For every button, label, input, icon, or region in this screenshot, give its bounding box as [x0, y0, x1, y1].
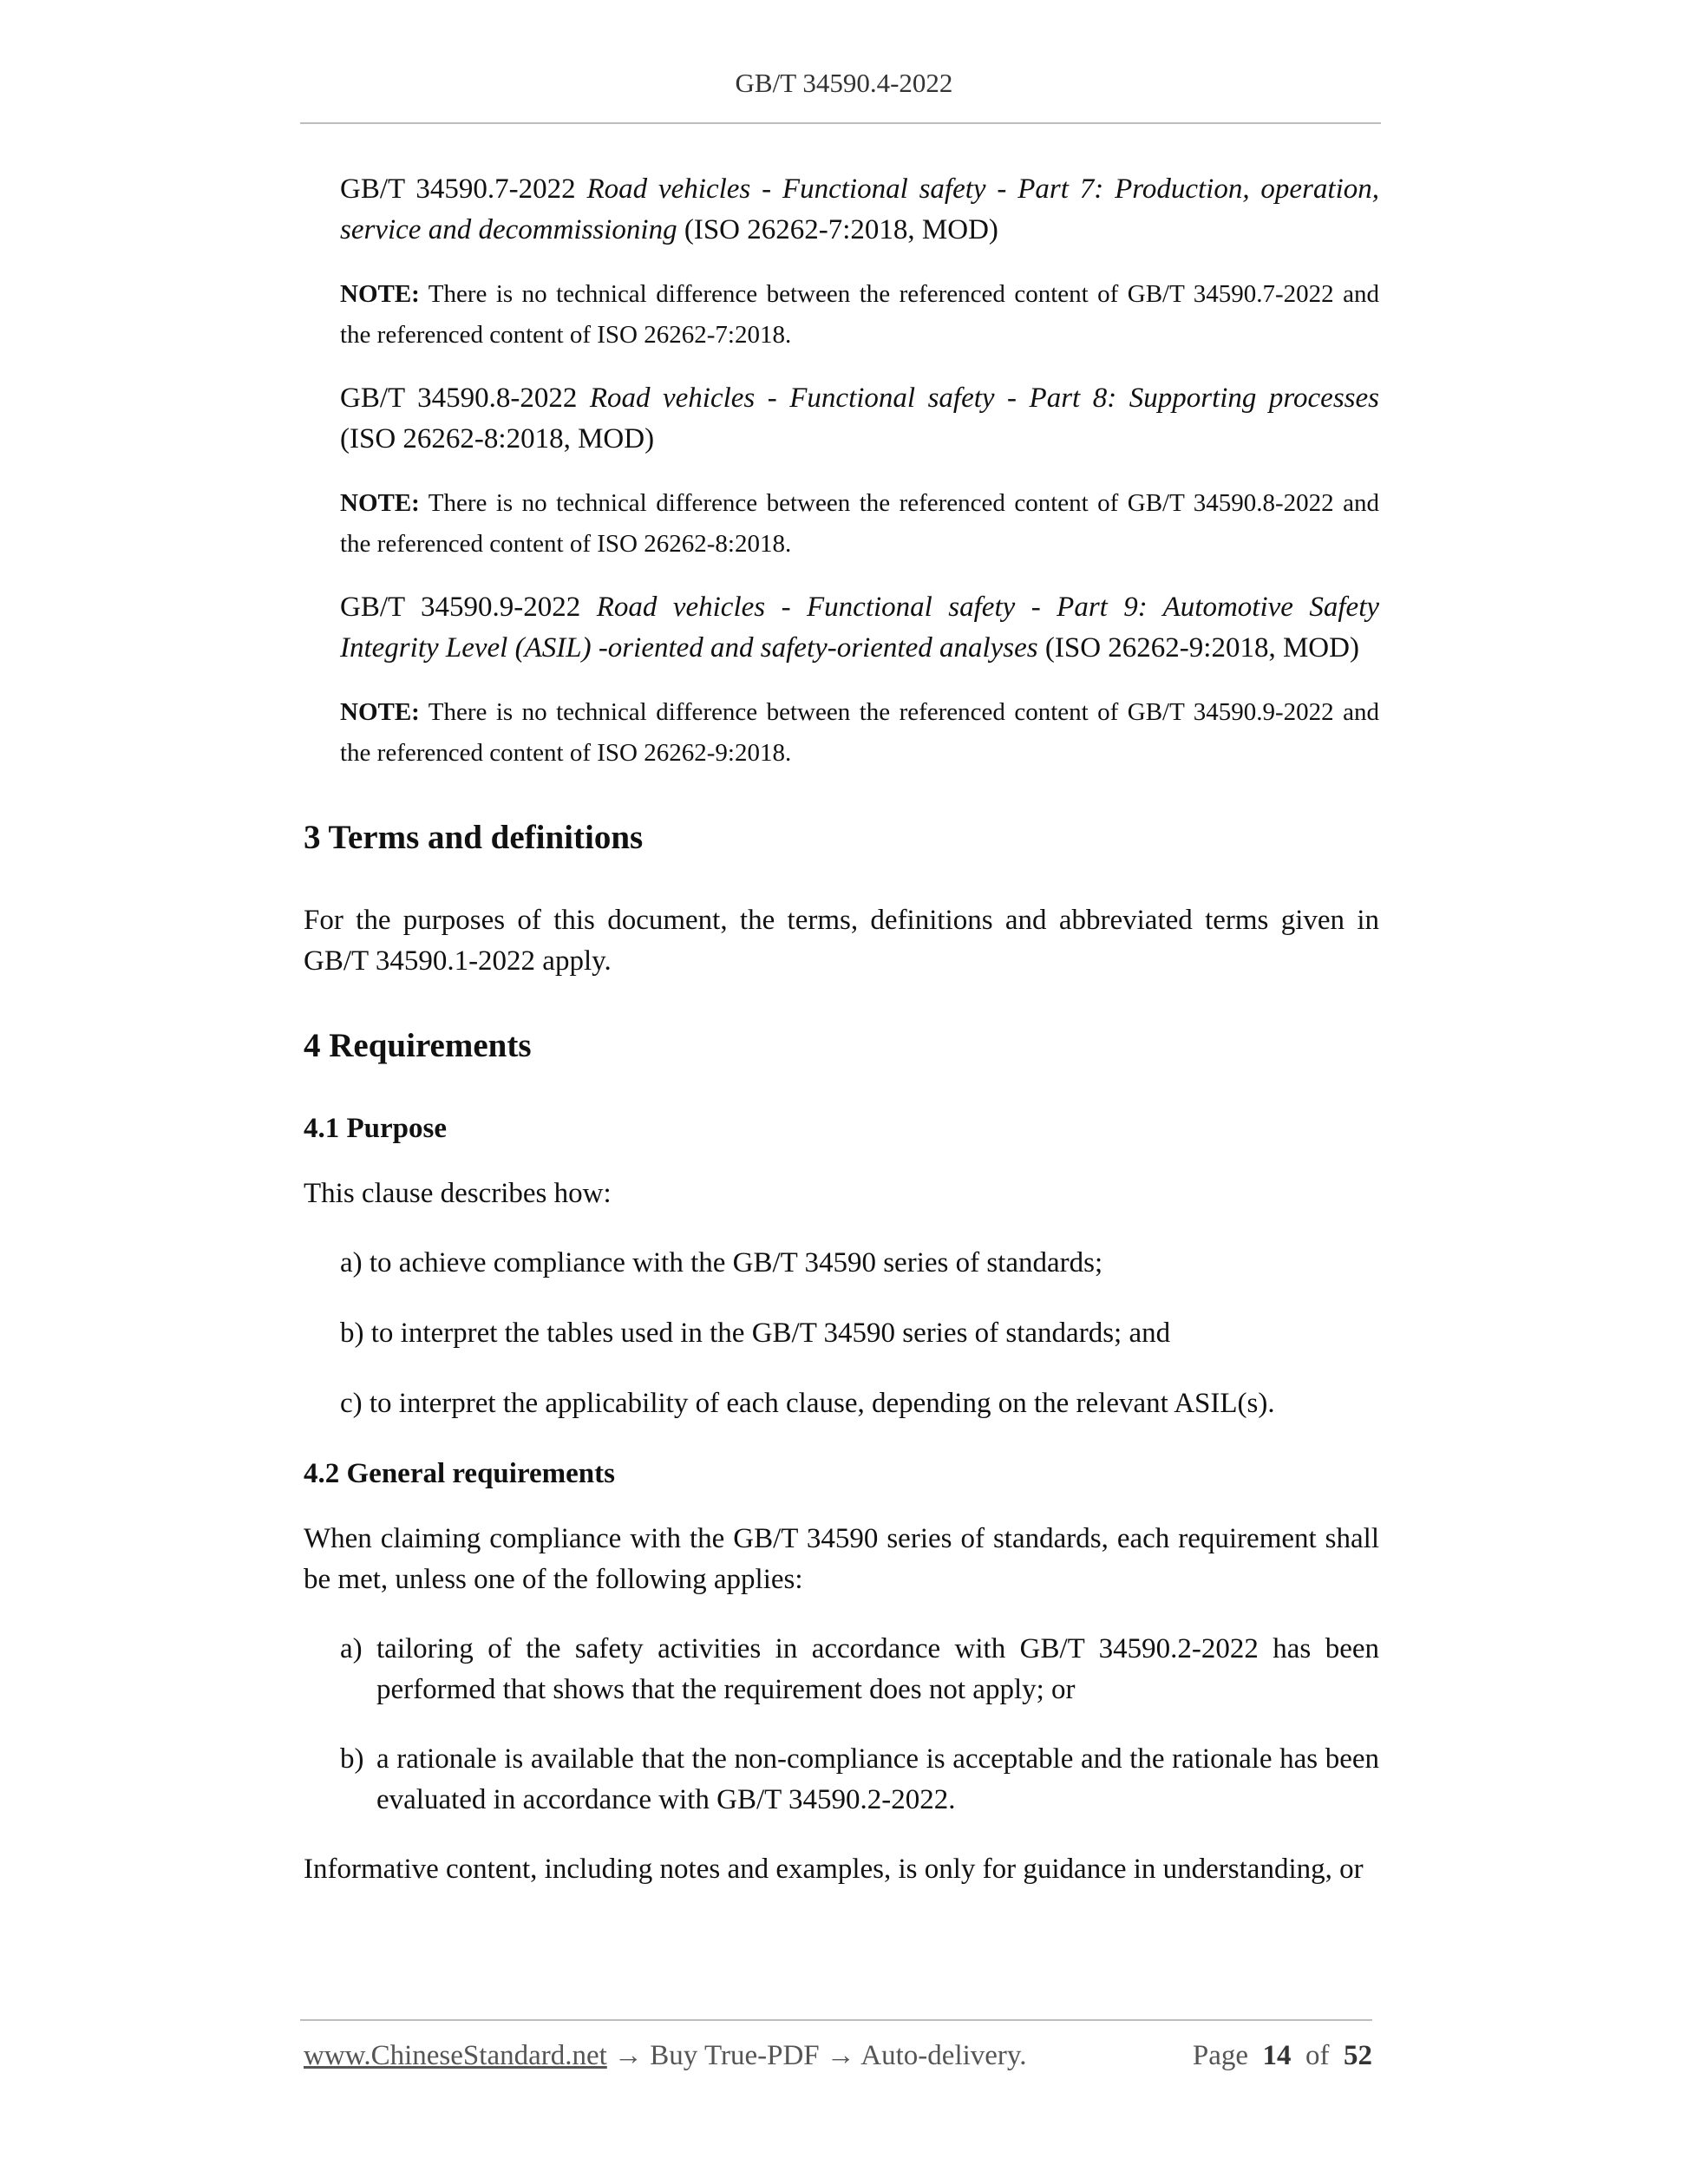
reference-title: Road vehicles - Functional safety - Part 8: Supporting processes [589, 383, 1380, 414]
document-body [304, 169, 1379, 1919]
footer-divider [300, 2019, 1372, 2021]
page-of: of [1305, 2040, 1330, 2071]
reference-code: GB/T 34590.8-2022 [340, 383, 590, 414]
reference-note [340, 483, 1379, 565]
reference-suffix: (ISO 26262-9:2018, MOD) [1037, 632, 1359, 664]
reference-entry [340, 378, 1379, 460]
terms-paragraph: For the purposes of this document, the terms, definitions and abbreviated terms given in GB/T 34590.1-2022 apply. [304, 905, 1379, 977]
page-current: 14 [1262, 2040, 1292, 2071]
list-item [340, 1629, 1379, 1710]
note-text: There is no technical difference between the referenced content of GB/T 34590.8-2022 and the referenced content of ISO 26262-8:2018. [340, 489, 1379, 558]
reference-entry [340, 169, 1379, 251]
section-heading-terms: 3 Terms and definitions [304, 819, 644, 856]
header-divider [300, 122, 1381, 124]
section-heading-requirements: 4 Requirements [304, 1027, 532, 1064]
subsection-heading-purpose: 4.1 Purpose [304, 1113, 447, 1144]
list-marker: a) [340, 1633, 363, 1664]
reference-note [340, 274, 1379, 356]
list-marker: b) [340, 1743, 364, 1775]
informative-paragraph: Informative content, including notes and examples, is only for guidance in understanding, or [304, 1854, 1364, 1885]
site-link[interactable]: www.ChineseStandard.net [304, 2040, 607, 2071]
note-label: NOTE: [340, 698, 420, 726]
promo-text: → Buy True-PDF → Auto-delivery. [606, 2040, 1027, 2071]
list-item: a) to achieve compliance with the GB/T 34590 series of standards; [340, 1247, 1103, 1278]
page-footer [304, 2040, 1372, 2078]
purpose-intro: This clause describes how: [304, 1178, 612, 1209]
reference-title: Road vehicles - Functional safety - Part 9: Automotive Safety Integrity Level (ASIL) -oriented and safety-oriented analyses [340, 592, 1380, 664]
note-label: NOTE: [340, 280, 420, 308]
footer-promo [304, 2040, 1027, 2072]
note-text: There is no technical difference between the referenced content of GB/T 34590.7-2022 and the referenced content of ISO 26262-7:2018. [340, 280, 1379, 349]
note-label: NOTE: [340, 489, 420, 517]
subsection-heading-general: 4.2 General requirements [304, 1458, 615, 1489]
list-item: c) to interpret the applicability of each clause, depending on the relevant ASIL(s). [340, 1388, 1275, 1419]
reference-code: GB/T 34590.7-2022 [340, 173, 587, 205]
reference-suffix: (ISO 26262-7:2018, MOD) [677, 214, 998, 245]
list-item [340, 1739, 1379, 1821]
list-text: tailoring of the safety activities in accordance with GB/T 34590.2-2022 has been performed that shows that the requirement does not apply; or [376, 1633, 1379, 1705]
page-label: Page [1192, 2040, 1248, 2071]
page-header: GB/T 34590.4-2022 [735, 68, 953, 98]
general-intro: When claiming compliance with the GB/T 34590 series of standards, each requirement shall be met, unless one of the following applies: [304, 1523, 1379, 1595]
reference-suffix: (ISO 26262-8:2018, MOD) [340, 423, 655, 454]
reference-code: GB/T 34590.9-2022 [340, 592, 597, 623]
note-text: There is no technical difference between the referenced content of GB/T 34590.9-2022 and the referenced content of ISO 26262-9:2018. [340, 698, 1379, 767]
page-total: 52 [1344, 2040, 1372, 2071]
page-indicator [1193, 2040, 1372, 2072]
list-text: a rationale is available that the non-compliance is acceptable and the rationale has been evaluated in accordance with GB/T 34590.2-2022. [376, 1743, 1379, 1815]
reference-note [340, 692, 1379, 774]
list-item: b) to interpret the tables used in the GB/T 34590 series of standards; and [340, 1318, 1171, 1349]
reference-title: Road vehicles - Functional safety - Part 7: Production, operation, service and decommissioning [340, 173, 1379, 245]
reference-entry [340, 587, 1379, 669]
